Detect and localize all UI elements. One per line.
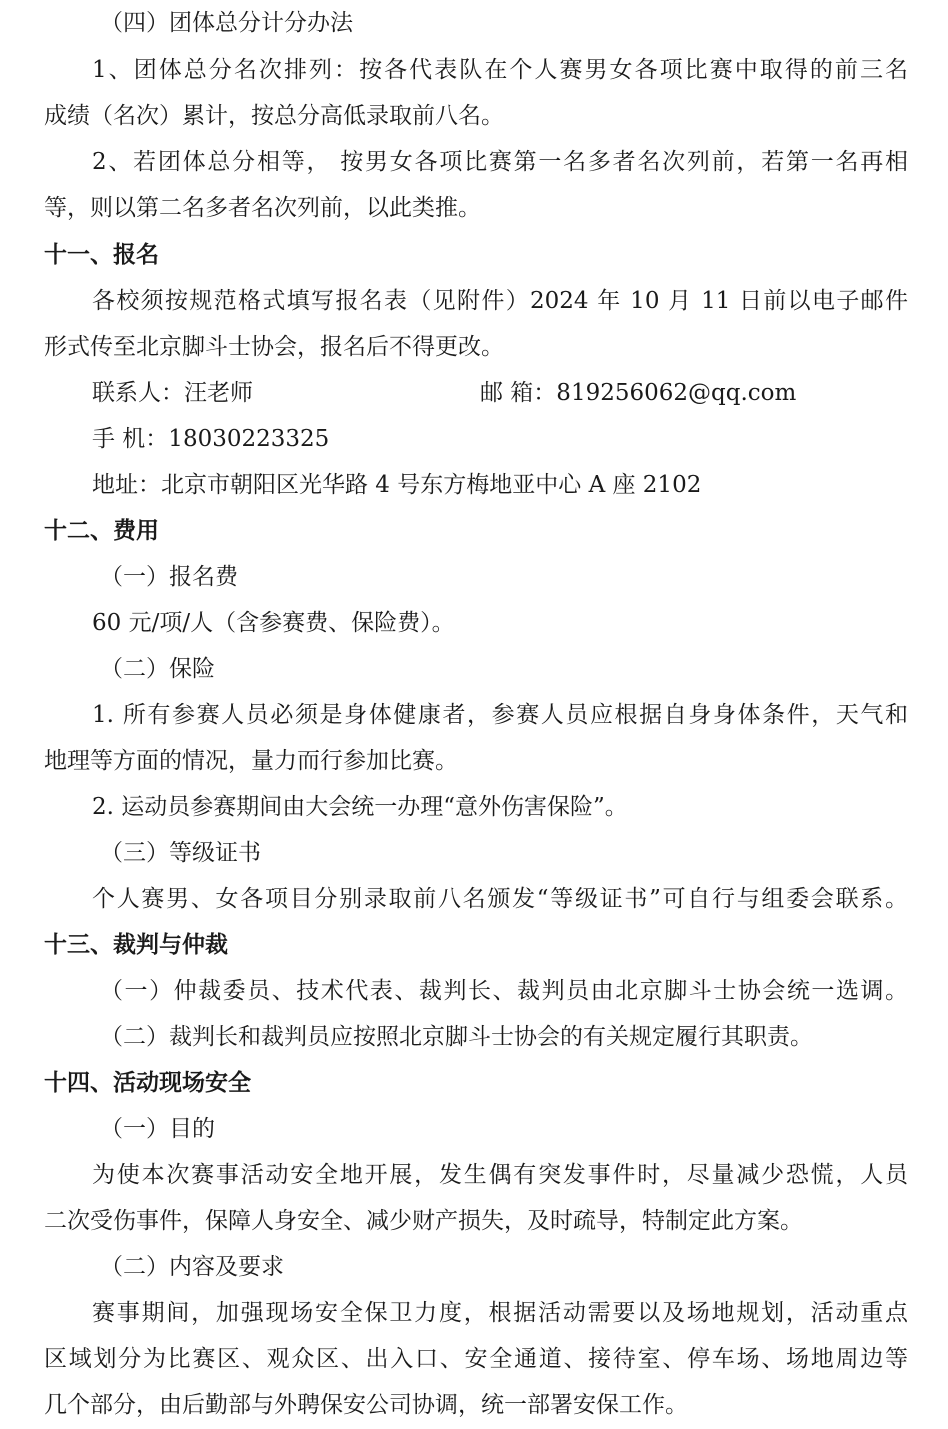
paragraph-line: 赛事期间，加强现场安全保卫力度，根据活动需要以及场地规划，活动重点	[92, 1300, 908, 1326]
subsection-title: （二）内容及要求	[100, 1254, 284, 1280]
paragraph-line: 成绩（名次）累计，按总分高低录取前八名。	[44, 103, 504, 129]
section-heading: 十二、费用	[44, 518, 159, 544]
section-heading: 十四、活动现场安全	[44, 1070, 251, 1096]
subsection-title: （四）团体总分计分办法	[100, 10, 353, 36]
email-address: 邮 箱：819256062@qq.com	[480, 380, 797, 406]
paragraph-line: 1. 所有参赛人员必须是身体健康者，参赛人员应根据自身身体条件，天气和	[92, 702, 908, 728]
paragraph-line: 等，则以第二名多者名次列前，以此类推。	[44, 195, 481, 221]
subsection-title: （一）目的	[100, 1116, 215, 1142]
paragraph-line: 为使本次赛事活动安全地开展，发生偶有突发事件时，尽量减少恐慌，人员	[92, 1162, 908, 1188]
subsection-title: （二）保险	[100, 656, 215, 682]
contact-row	[92, 378, 908, 408]
paragraph-line: 几个部分，由后勤部与外聘保安公司协调，统一部署安保工作。	[44, 1392, 688, 1418]
paragraph-line: 个人赛男、女各项目分别录取前八名颁发“等级证书”可自行与组委会联系。	[92, 886, 908, 912]
paragraph-line: 地理等方面的情况，量力而行参加比赛。	[44, 748, 458, 774]
paragraph-line: 2、若团体总分相等， 按男女各项比赛第一名多者名次列前，若第一名再相	[92, 149, 908, 175]
address: 地址：北京市朝阳区光华路 4 号东方梅地亚中心 A 座 2102	[92, 472, 702, 498]
paragraph-line: 1、团体总分名次排列：按各代表队在个人赛男女各项比赛中取得的前三名	[92, 57, 908, 83]
paragraph-line: （二）裁判长和裁判员应按照北京脚斗士协会的有关规定履行其职责。	[100, 1024, 813, 1050]
contact-person: 联系人：汪老师	[92, 380, 253, 406]
subsection-title: （一）报名费	[100, 564, 238, 590]
paragraph-line: 60 元/项/人（含参赛费、保险费）。	[92, 610, 455, 636]
paragraph-line: 区域划分为比赛区、观众区、出入口、安全通道、接待室、停车场、场地周边等	[44, 1346, 908, 1372]
paragraph-line: （一）仲裁委员、技术代表、裁判长、裁判员由北京脚斗士协会统一选调。	[100, 978, 908, 1004]
phone-number: 手 机：18030223325	[92, 426, 330, 452]
section-heading: 十三、裁判与仲裁	[44, 932, 228, 958]
subsection-title: （三）等级证书	[100, 840, 261, 866]
paragraph-line: 二次受伤事件，保障人身安全、减少财产损失，及时疏导，特制定此方案。	[44, 1208, 803, 1234]
paragraph-line: 2. 运动员参赛期间由大会统一办理“意外伤害保险”。	[92, 794, 628, 820]
paragraph-line: 各校须按规范格式填写报名表（见附件）2024 年 10 月 11 日前以电子邮件	[92, 288, 908, 314]
section-heading: 十一、报名	[44, 242, 159, 268]
paragraph-line: 形式传至北京脚斗士协会，报名后不得更改。	[44, 334, 504, 360]
